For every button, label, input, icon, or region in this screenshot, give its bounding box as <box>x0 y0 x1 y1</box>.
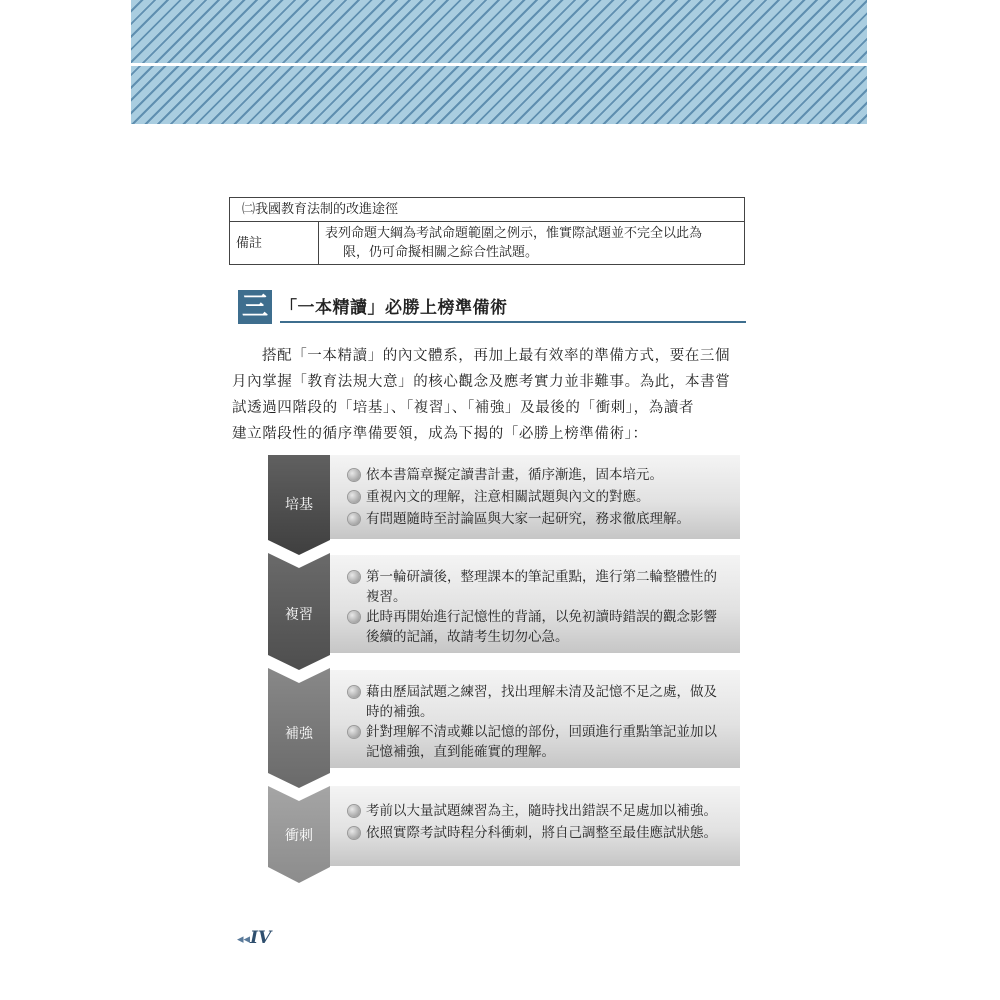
table-note-label: 備註 <box>230 222 319 265</box>
bullet-dot-icon <box>348 686 360 698</box>
intro-line: 建立階段性的循序準備要領，成為下揭的「必勝上榜準備術」： <box>232 426 648 442</box>
stage-bullet <box>348 509 746 529</box>
header-decoration-band <box>131 0 867 124</box>
bullet-text: 依本書篇章擬定讀書計畫，循序漸進，固本培元。 <box>366 467 663 483</box>
page-arrows-icon: ◂◂ <box>237 932 251 947</box>
section-heading: 「一本精讀」必勝上榜準備術 <box>280 298 508 318</box>
bullet-dot-icon <box>348 726 360 738</box>
stage-bullet <box>348 801 746 821</box>
stage-bullet <box>348 823 746 843</box>
stage-bullet <box>348 682 746 722</box>
table-note-line-2: 限，仍可命擬相關之綜合性試題。 <box>343 245 539 260</box>
stage-box-1 <box>330 455 740 539</box>
bullet-dot-icon <box>348 611 360 623</box>
stage-label-2: 複習 <box>285 607 313 623</box>
stage-box-4 <box>330 786 740 866</box>
intro-paragraph <box>232 343 746 447</box>
bullet-dot-icon <box>348 469 360 481</box>
bullet-text: 複習。 <box>366 589 407 605</box>
bullet-text: 考前以大量試題練習為主，隨時找出錯誤不足處加以補強。 <box>366 803 717 819</box>
stage-bullet <box>348 487 746 507</box>
intro-line: 搭配「一本精讀」的內文體系，再加上最有效率的準備方式，要在三個 <box>262 348 731 364</box>
heading-underline <box>280 321 746 323</box>
bullet-text: 重視內文的理解，注意相關試題與內文的對應。 <box>366 489 650 505</box>
bullet-text: 此時再開始進行記憶性的背誦，以免初讀時錯誤的觀念影響 <box>366 609 717 625</box>
bullet-dot-icon <box>348 827 360 839</box>
intro-line: 試透過四階段的「培基」、「複習」、「補強」及最後的「衝刺」，為讀者 <box>232 400 695 416</box>
stage-chevron-column <box>268 455 330 885</box>
stage-label-4: 衝刺 <box>285 828 313 844</box>
bullet-text: 第一輪研讀後，整理課本的筆記重點，進行第二輪整體性的 <box>366 569 717 585</box>
page-number-mark <box>237 928 271 948</box>
bullet-text: 依照實際考試時程分科衝刺，將自己調整至最佳應試狀態。 <box>366 825 717 841</box>
bullet-text: 時的補強。 <box>366 704 434 720</box>
bullet-dot-icon <box>348 513 360 525</box>
intro-line: 月內掌握「教育法規大意」的核心觀念及應考實力並非難事。為此，本書嘗 <box>232 374 731 390</box>
stage-bullet <box>348 465 746 485</box>
stage-bullet <box>348 722 746 762</box>
stage-box-3 <box>330 670 740 768</box>
stage-bullet <box>348 607 746 647</box>
header-separator <box>131 63 867 66</box>
bullet-text: 針對理解不清或難以記憶的部份，回頭進行重點筆記並加以 <box>366 724 717 740</box>
stage-bullet <box>348 567 746 607</box>
bullet-text: 後續的記誦，故請考生切勿心急。 <box>366 629 569 645</box>
bullet-dot-icon <box>348 491 360 503</box>
table-note-text <box>319 222 745 265</box>
table-section-title: ㈡我國教育法制的改進途徑 <box>230 198 745 222</box>
stage-label-3: 補強 <box>285 726 313 742</box>
table-note-line-1: 表列命題大綱為考試命題範圍之例示，惟實際試題並不完全以此為 <box>325 226 703 241</box>
bullet-dot-icon <box>348 805 360 817</box>
bullet-text: 有問題隨時至討論區與大家一起研究，務求徹底理解。 <box>366 511 690 527</box>
bullet-dot-icon <box>348 571 360 583</box>
page-number: IV <box>250 928 272 948</box>
reference-table <box>229 197 745 265</box>
section-number-badge: 三 <box>238 290 272 324</box>
stage-box-2 <box>330 555 740 653</box>
bullet-text: 記憶補強，直到能確實的理解。 <box>366 744 555 760</box>
bullet-text: 藉由歷屆試題之練習，找出理解未清及記憶不足之處，做及 <box>366 684 717 700</box>
stage-label-1: 培基 <box>285 497 313 513</box>
